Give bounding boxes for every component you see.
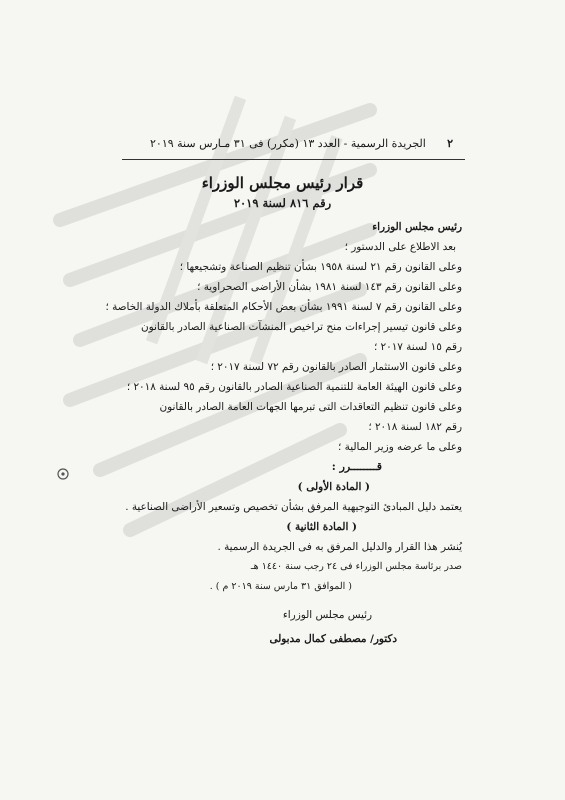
issuer-heading: رئيس مجلس الوزراء <box>372 221 462 233</box>
preamble-line: بعد الاطلاع على الدستور ؛ <box>344 241 456 253</box>
article-1-title: ( المادة الأولى ) <box>297 481 370 493</box>
preamble-line: رقم ١٥ لسنة ٢٠١٧ ؛ <box>373 341 462 353</box>
signatory-name: دكتور/ مصطفى كمال مدبولى <box>269 633 397 645</box>
decree-number: رقم ٨١٦ لسنة ٢٠١٩ <box>233 196 332 210</box>
header-divider <box>122 159 465 160</box>
page-header <box>150 137 453 150</box>
article-2-text: يُنشر هذا القرار والدليل المرفق به فى الجريدة الرسمية . <box>217 541 462 553</box>
resolved-heading: قــــــــرر : <box>331 460 382 473</box>
publication-info: الجريدة الرسمية - العدد ١٣ (مكرر) فى ٣١ مـارس سنة ٢٠١٩ <box>150 137 426 150</box>
article-2-title: ( المادة الثانية ) <box>286 521 357 533</box>
preamble-line: وعلى القانون رقم ١٤٣ لسنة ١٩٨١ بشأن الأراضى الصحراوية ؛ <box>197 281 462 293</box>
preamble-line: وعلى قانون الاستثمار الصادر بالقانون رقم ٧٢ لسنة ٢٠١٧ ؛ <box>210 361 462 373</box>
page-number: ٢ <box>447 137 453 150</box>
preamble-line: وعلى قانون الهيئة العامة للتنمية الصناعية الصادر بالقانون رقم ٩٥ لسنة ٢٠١٨ ؛ <box>126 381 462 393</box>
preamble-line: وعلى قانون تنظيم التعاقدات التى تبرمها الجهات العامة الصادر بالقانون <box>159 401 462 413</box>
signatory-title: رئيس مجلس الوزراء <box>282 609 372 621</box>
article-1-text: يعتمد دليل المبادئ التوجيهية المرفق بشأن تخصيص وتسعير الأراضى الصناعية . <box>125 501 462 513</box>
preamble-line: وعلى ما عرضه وزير المالية ؛ <box>338 441 462 453</box>
preamble-line: وعلى القانون رقم ٢١ لسنة ١٩٥٨ بشأن تنظيم الصناعة وتشجيعها ؛ <box>179 261 462 273</box>
preamble-line: رقم ١٨٢ لسنة ٢٠١٨ ؛ <box>368 421 462 433</box>
emblem-icon <box>56 466 70 482</box>
gregorian-date: ( الموافق ٣١ مارس سنة ٢٠١٩ م ) . <box>209 581 352 592</box>
preamble-line: وعلى قانون تيسير إجراءات منح تراخيص المنشآت الصناعية الصادر بالقانون <box>140 321 462 333</box>
issued-date: صدر برئاسة مجلس الوزراء فى ٢٤ رجب سنة ١٤٤٠ هـ <box>250 561 462 572</box>
decree-title: قرار رئيس مجلس الوزراء <box>201 174 364 192</box>
decree-body <box>107 217 462 649</box>
preamble-line: وعلى القانون رقم ٧ لسنة ١٩٩١ بشأن بعض الأحكام المتعلقة بأملاك الدولة الخاصة ؛ <box>105 301 462 313</box>
